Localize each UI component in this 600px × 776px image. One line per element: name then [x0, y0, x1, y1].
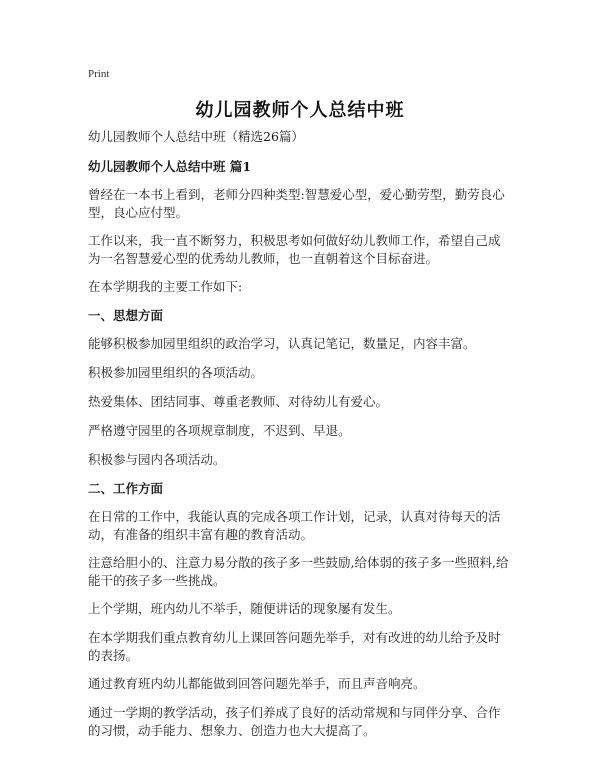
intro-paragraph-1: 曾经在一本书上看到，老师分四种类型:智慧爱心型，爱心勤劳型，勤劳良心型，良心应付型。 — [88, 187, 505, 220]
thought-item-3: 热爱集体、团结同事、尊重老教师、对待幼儿有爱心。 — [88, 394, 389, 409]
thought-item-4: 严格遵守园里的各项规章制度，不迟到、早退。 — [88, 423, 351, 438]
intro-paragraph-2: 工作以来，我一直不断努力，积极思考如何做好幼儿教师工作，希望自己成为一名智慧爱心型的优秀幼儿教师，也一直朝着这个目标奋进。 — [88, 233, 501, 266]
intro-paragraph-3: 在本学期我的主要工作如下: — [88, 279, 243, 294]
work-item-3: 上个学期，班内幼儿不举手，随便讲话的现象屡有发生。 — [88, 601, 401, 616]
work-item-1: 在日常的工作中，我能认真的完成各项工作计划，记录，认真对待每天的活动，有准备的组织丰富有趣的教育活动。 — [88, 509, 501, 542]
work-item-5: 通过教育班内幼儿都能做到回答问题先举手，而且声音响亮。 — [88, 676, 426, 691]
document-subtitle: 幼儿园教师个人总结中班（精选26篇） — [88, 129, 304, 144]
thought-item-1: 能够积极参加园里组织的政治学习，认真记笔记，数量足，内容丰富。 — [88, 336, 476, 351]
work-item-4: 在本学期我们重点教育幼儿上课回答问题先举手，对有改进的幼儿给予及时的表扬。 — [88, 630, 501, 663]
page-title: 幼儿园教师个人总结中班 — [195, 100, 405, 121]
print-label[interactable]: Print — [88, 68, 110, 80]
document-content — [88, 128, 512, 750]
work-item-6: 通过一学期的教学活动，孩子们养成了良好的活动常规和与同伴分享、合作的习惯，动手能力、想象力、创造力也大大提高了。 — [88, 705, 501, 738]
article-heading: 幼儿园教师个人总结中班 篇1 — [88, 159, 252, 174]
thought-item-2: 积极参加园里组织的各项活动。 — [88, 365, 264, 380]
section-heading-thought: 一、思想方面 — [88, 308, 164, 323]
section-heading-work: 二、工作方面 — [88, 481, 164, 496]
work-item-2: 注意给胆小的、注意力易分散的孩子多一些鼓励,给体弱的孩子多一些照料,给能干的孩子多一些挑战。 — [88, 555, 509, 588]
thought-item-5: 积极参与园内各项活动。 — [88, 452, 226, 467]
